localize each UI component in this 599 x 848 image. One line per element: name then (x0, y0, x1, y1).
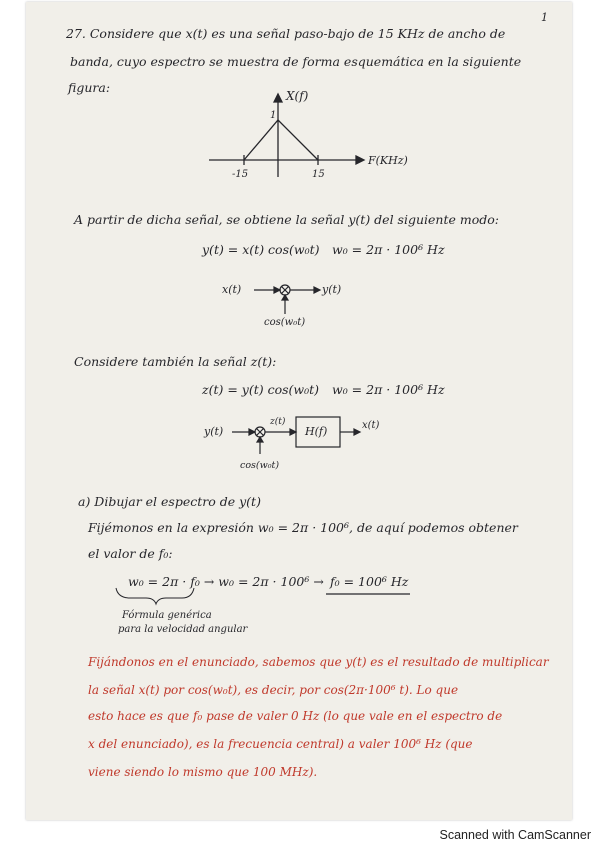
spectrum-right-tick: 15 (312, 169, 325, 180)
part-a-result: f₀ = 100⁶ Hz (330, 574, 409, 589)
block2-filter: H(f) (305, 425, 328, 438)
problem-line-2: banda, cuyo espectro se muestra de forma esquemática en la siguiente (70, 54, 522, 69)
block1-input: x(t) (222, 283, 242, 296)
problem-line-1: 27. Considere que x(t) es una señal paso-bajo de 15 KHz de ancho de (66, 26, 506, 41)
block2-carrier: cos(w₀t) (240, 460, 280, 471)
red-para-line-4: x del enunciado), es la frecuencia central) a valer 100⁶ Hz (que (88, 737, 473, 751)
part-a-line-1: Fijémonos en la expresión w₀ = 2π · 100⁶, de aquí podemos obtener (88, 520, 518, 535)
red-para-line-1: Fijándonos en el enunciado, sabemos que y(t) es el resultado de multiplicar (88, 655, 549, 669)
spectrum-x-label: F(KHz) (368, 154, 408, 167)
red-para-line-3: esto hace es que f₀ pase de valer 0 Hz (lo que vale en el espectro de (88, 709, 503, 723)
scanned-page (26, 2, 572, 820)
red-para-line-5: viene siendo lo mismo que 100 MHz). (88, 765, 318, 779)
para1-equation: y(t) = x(t) cos(w₀t) (202, 242, 320, 257)
problem-line-3: figura: (68, 80, 111, 95)
part-a-heading: a) Dibujar el espectro de y(t) (78, 494, 261, 509)
part-a-line-2: el valor de f₀: (88, 546, 173, 561)
part-a-note-2: para la velocidad angular (118, 624, 248, 635)
part-a-chain: w₀ = 2π · f₀ → w₀ = 2π · 100⁶ → (128, 574, 324, 589)
para2-omega: w₀ = 2π · 100⁶ Hz (332, 382, 445, 397)
block2-input: y(t) (204, 425, 224, 438)
para2-line-1: Considere también la señal z(t): (74, 354, 277, 369)
block2-output: x(t) (362, 420, 380, 431)
spectrum-left-tick: -15 (232, 169, 249, 180)
para1-omega: w₀ = 2π · 100⁶ Hz (332, 242, 445, 257)
block1-carrier: cos(w₀t) (264, 317, 306, 328)
para2-equation: z(t) = y(t) cos(w₀t) (202, 382, 320, 397)
spectrum-y-label: X(f) (286, 89, 309, 103)
scanner-watermark: Scanned with CamScanner (439, 828, 591, 842)
block2-mid: z(t) (270, 417, 286, 427)
spectrum-peak-label: 1 (270, 110, 277, 121)
part-a-note-1: Fórmula genérica (122, 610, 212, 621)
block1-output: y(t) (322, 283, 342, 296)
para1-line-1: A partir de dicha señal, se obtiene la señal y(t) del siguiente modo: (74, 212, 499, 227)
page-number: 1 (541, 11, 548, 24)
red-para-line-2: la señal x(t) por cos(w₀t), es decir, por cos(2π·100⁶ t). Lo que (88, 683, 459, 697)
